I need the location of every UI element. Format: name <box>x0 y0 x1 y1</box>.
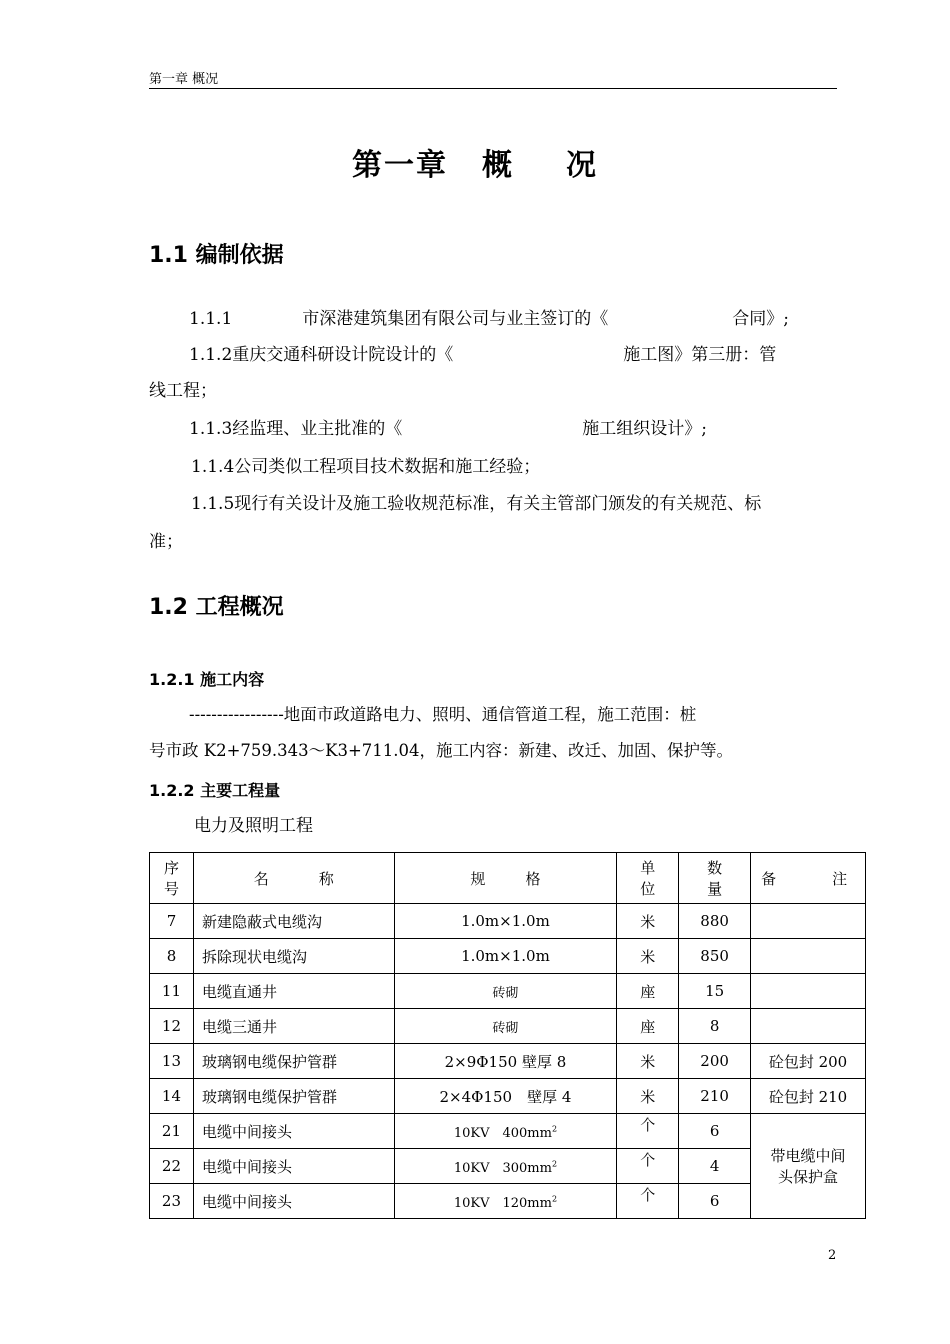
chapter-title-part2: 概 <box>482 148 514 183</box>
item-text: 公司类似工程项目技术数据和施工经验； <box>234 457 541 477</box>
cell-qty: 880 <box>679 904 751 939</box>
cell-no: 12 <box>150 1009 194 1044</box>
cell-name: 电缆中间接头 <box>193 1149 394 1184</box>
cell-spec: 1.0m×1.0m <box>394 904 617 939</box>
cell-note <box>751 974 866 1009</box>
chapter-title-part1: 第一章 <box>352 148 448 183</box>
cell-name: 电缆中间接头 <box>193 1184 394 1219</box>
table-row <box>150 939 866 974</box>
cell-qty: 8 <box>679 1009 751 1044</box>
cell-unit: 米 <box>617 939 679 974</box>
cell-name: 玻璃钢电缆保护管群 <box>193 1079 394 1114</box>
table-caption: 电力及照明工程 <box>194 816 313 836</box>
cell-no: 21 <box>150 1114 194 1149</box>
cell-name: 拆除现状电缆沟 <box>193 939 394 974</box>
cell-qty: 200 <box>679 1044 751 1079</box>
table-header-row <box>150 853 866 904</box>
table-row <box>150 1044 866 1079</box>
paragraph-1-1-2-cont: 线工程； <box>149 381 217 401</box>
paragraph-1-1-3 <box>189 412 707 446</box>
col-header-spec: 规 格 <box>394 853 617 904</box>
cell-no: 7 <box>150 904 194 939</box>
item-text: 施工图》第三册：管 <box>623 345 777 365</box>
paragraph-1-1-5-cont: 准； <box>149 532 183 552</box>
item-number: 1.1.3 <box>189 419 233 439</box>
table-row <box>150 1114 866 1149</box>
cell-no: 13 <box>150 1044 194 1079</box>
chapter-title-part3: 况 <box>566 148 598 183</box>
cell-no: 22 <box>150 1149 194 1184</box>
cell-spec: 10KV $300mm^2$ <box>394 1149 617 1184</box>
cell-note: 砼包封 210 <box>751 1079 866 1114</box>
item-text: 重庆交通科研设计院设计的《 <box>232 345 454 365</box>
cell-no: 14 <box>150 1079 194 1114</box>
cell-spec: 1.0m×1.0m <box>394 939 617 974</box>
cell-unit: 个 <box>617 1114 679 1149</box>
cell-unit: 个 <box>617 1184 679 1219</box>
cell-no: 11 <box>150 974 194 1009</box>
item-text: 现行有关设计及施工验收规范标准，有关主管部门颁发的有关规范、标 <box>234 494 762 514</box>
cell-name: 电缆直通井 <box>193 974 394 1009</box>
col-header-qty: 数 量 <box>679 853 751 904</box>
item-number: 1.1.5 <box>191 494 235 514</box>
col-header-note: 备 注 <box>751 853 866 904</box>
chapter-title <box>0 140 950 184</box>
cell-spec: 10KV $400mm^2$ <box>394 1114 617 1149</box>
quantity-table <box>149 852 866 1219</box>
cell-qty: 15 <box>679 974 751 1009</box>
cell-note <box>751 904 866 939</box>
table-row <box>150 974 866 1009</box>
col-header-unit: 单 位 <box>617 853 679 904</box>
construction-content-line2: 号市政 K2+759.343～K3+711.04，施工内容：新建、改迁、加固、保护等。 <box>149 741 734 760</box>
cell-name: 玻璃钢电缆保护管群 <box>193 1044 394 1079</box>
paragraph-1-1-4 <box>191 450 540 484</box>
cell-note <box>751 1009 866 1044</box>
paragraph-1-1-2 <box>189 338 776 372</box>
cell-qty: 4 <box>679 1149 751 1184</box>
table-row <box>150 904 866 939</box>
cell-spec: 10KV $120mm^2$ <box>394 1184 617 1219</box>
col-header-no: 序 号 <box>150 853 194 904</box>
table-row <box>150 1009 866 1044</box>
cell-qty: 210 <box>679 1079 751 1114</box>
cell-name: 新建隐蔽式电缆沟 <box>193 904 394 939</box>
item-text: 施工组织设计》; <box>582 419 707 439</box>
cell-qty: 6 <box>679 1114 751 1149</box>
running-header: 第一章 概况 <box>149 72 219 87</box>
item-number: 1.1.2 <box>189 345 233 365</box>
construction-content-line1: -----------------地面市政道路电力、照明、通信管道工程，施工范围：桩 <box>189 705 697 724</box>
cell-note <box>751 939 866 974</box>
cell-name: 电缆三通井 <box>193 1009 394 1044</box>
subsection-heading-1-2-1: 1.2.1 施工内容 <box>149 670 265 689</box>
item-text: 市深港建筑集团有限公司与业主签订的《 <box>302 309 609 329</box>
cell-spec: 砖砌 <box>394 974 617 1009</box>
cell-name: 电缆中间接头 <box>193 1114 394 1149</box>
cell-qty: 850 <box>679 939 751 974</box>
cell-unit: 座 <box>617 1009 679 1044</box>
cell-unit: 座 <box>617 974 679 1009</box>
cell-unit: 米 <box>617 1079 679 1114</box>
paragraph-1-1-5 <box>191 487 761 521</box>
cell-unit: 米 <box>617 904 679 939</box>
page-number: 2 <box>828 1248 837 1263</box>
cell-spec: 2×4Φ150 壁厚 4 <box>394 1079 617 1114</box>
section-heading-1-1: 1.1 编制依据 <box>149 243 284 268</box>
subsection-heading-1-2-2: 1.2.2 主要工程量 <box>149 781 281 800</box>
col-header-name: 名 称 <box>193 853 394 904</box>
item-number: 1.1.1 <box>189 309 233 329</box>
cell-qty: 6 <box>679 1184 751 1219</box>
item-number: 1.1.4 <box>191 457 235 477</box>
cell-unit: 个 <box>617 1149 679 1184</box>
item-text: 合同》; <box>732 309 789 329</box>
table-row <box>150 1079 866 1114</box>
cell-no: 8 <box>150 939 194 974</box>
paragraph-1-1-1 <box>189 302 789 336</box>
cell-no: 23 <box>150 1184 194 1219</box>
cell-note-merged: 带电缆中间 头保护盒 <box>751 1114 866 1219</box>
cell-note: 砼包封 200 <box>751 1044 866 1079</box>
item-text: 经监理、业主批准的《 <box>232 419 403 439</box>
cell-unit: 米 <box>617 1044 679 1079</box>
cell-spec: 2×9Φ150 壁厚 8 <box>394 1044 617 1079</box>
header-rule <box>149 88 837 89</box>
cell-spec: 砖砌 <box>394 1009 617 1044</box>
section-heading-1-2: 1.2 工程概况 <box>149 595 284 620</box>
